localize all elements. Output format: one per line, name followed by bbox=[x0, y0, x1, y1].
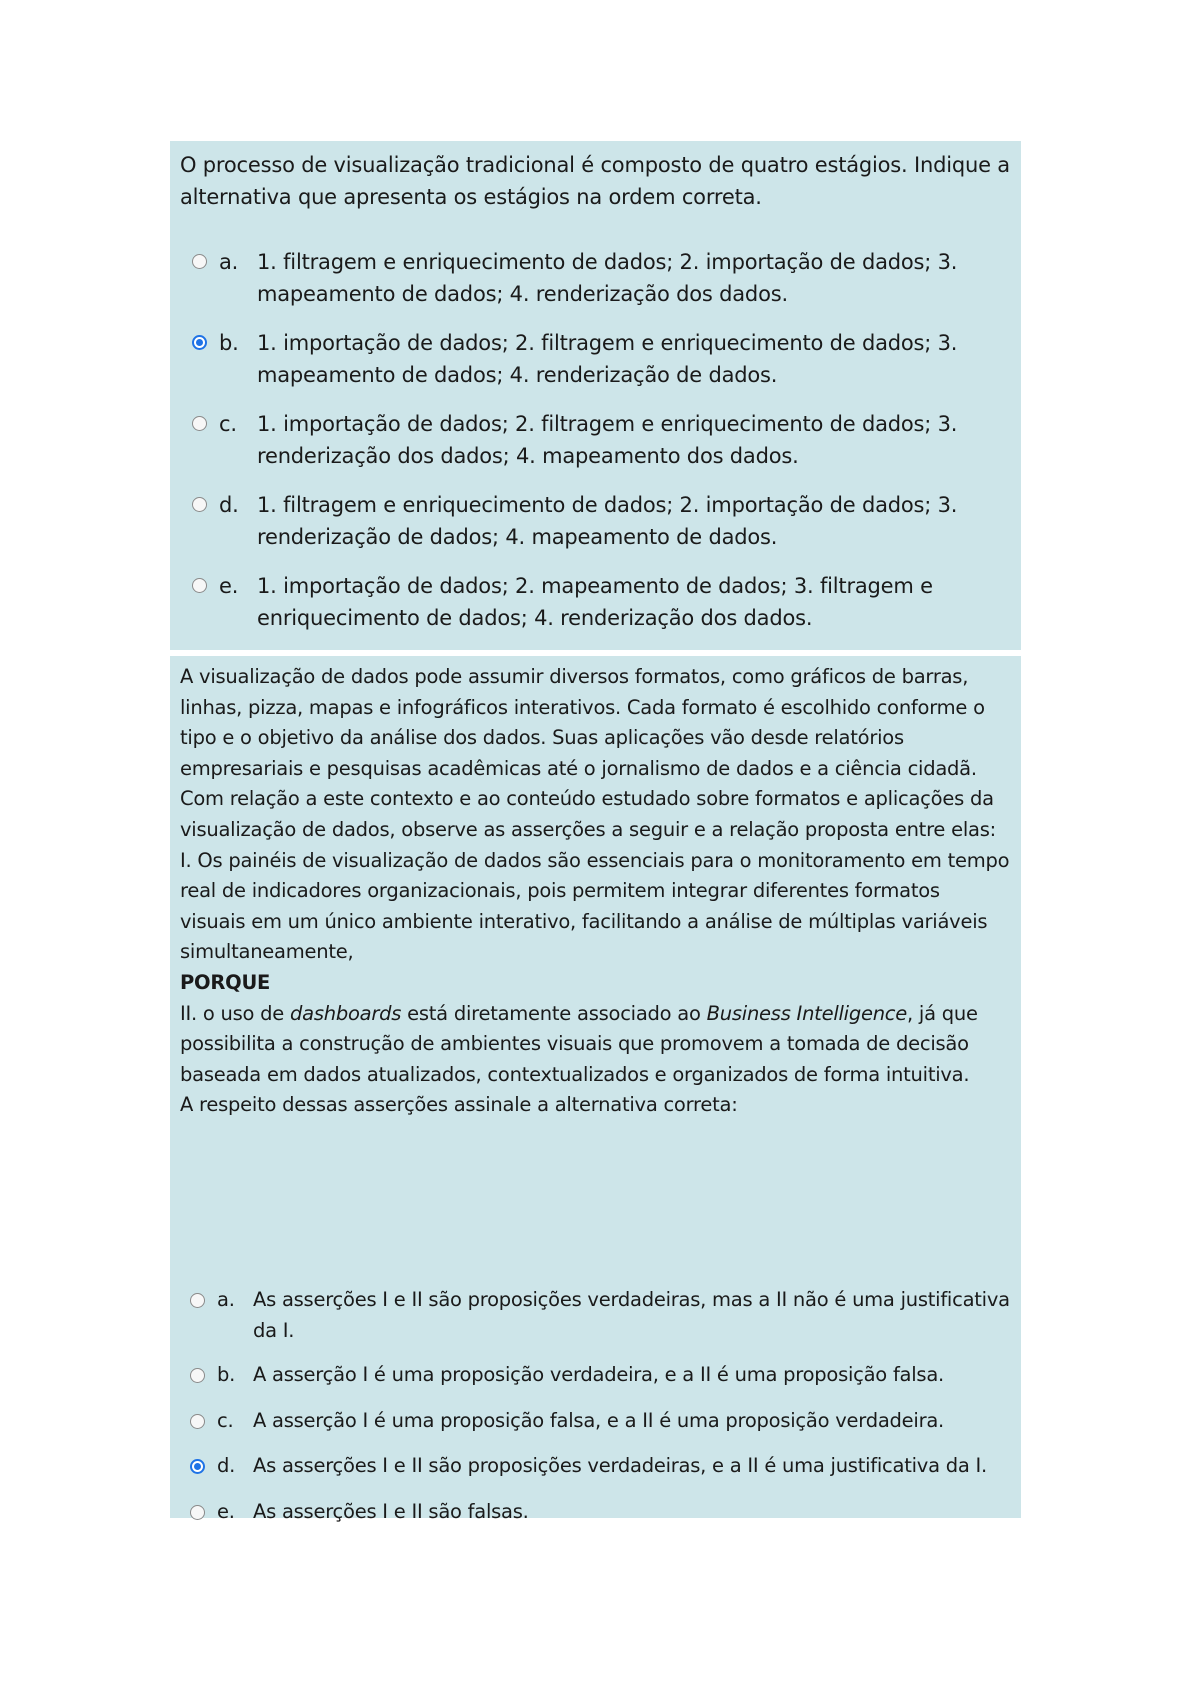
option-text: As asserções I e II são falsas. bbox=[253, 1499, 529, 1523]
radio-button[interactable] bbox=[190, 1414, 205, 1429]
radio-button[interactable] bbox=[190, 1293, 205, 1308]
radio-button[interactable] bbox=[190, 1505, 205, 1520]
option-text: A asserção I é uma proposição falsa, e a II é uma proposição verdadeira. bbox=[253, 1408, 944, 1432]
option-letter: c. bbox=[219, 412, 237, 436]
question-2-stem bbox=[180, 662, 1011, 1121]
option-letter: a. bbox=[219, 250, 239, 274]
spacer bbox=[180, 1121, 1011, 1285]
option-letter: d. bbox=[219, 493, 239, 517]
radio-button[interactable] bbox=[192, 254, 207, 269]
option-letter: e. bbox=[219, 574, 239, 598]
assertion-2-emphasis-2: Business Intelligence bbox=[706, 1001, 908, 1025]
question-2-card bbox=[170, 656, 1021, 1523]
option-text: As asserções I e II são proposições verdadeiras, mas a II não é uma justificativa da I. bbox=[253, 1287, 1010, 1342]
question-1-card bbox=[170, 141, 1021, 650]
radio-button-selected[interactable] bbox=[192, 335, 207, 350]
option-text: As asserções I e II são proposições verdadeiras, e a II é uma justificativa da I. bbox=[253, 1454, 987, 1478]
option-letter: b. bbox=[219, 331, 239, 355]
radio-button[interactable] bbox=[192, 578, 207, 593]
option-text: 1. importação de dados; 2. filtragem e enriquecimento de dados; 3. mapeamento de dados; 4. renderização de dados. bbox=[257, 331, 958, 387]
radio-button[interactable] bbox=[192, 497, 207, 512]
option-text: A asserção I é uma proposição verdadeira, e a II é uma proposição falsa. bbox=[253, 1363, 944, 1387]
assertion-1: I. Os painéis de visualização de dados são essenciais para o monitoramento em tempo real de indicadores organizacionais, pois permitem integrar diferentes formatos visuais em um único ambiente interativo, facilitando a análise de múltiplas variáveis simultaneamente, bbox=[180, 848, 1010, 964]
question-1-option-c[interactable] bbox=[180, 408, 1011, 472]
option-letter: e. bbox=[217, 1499, 235, 1523]
question-1-option-a[interactable] bbox=[180, 246, 1011, 310]
option-text: 1. filtragem e enriquecimento de dados; 2. importação de dados; 3. renderização de dados; 4. mapeamento de dados. bbox=[257, 493, 958, 549]
option-letter: d. bbox=[217, 1454, 236, 1478]
connector-porque: PORQUE bbox=[180, 970, 271, 994]
question-1-option-b[interactable] bbox=[180, 327, 1011, 391]
question-1-option-d[interactable] bbox=[180, 489, 1011, 553]
question-2-option-e[interactable] bbox=[180, 1497, 1011, 1528]
assertion-2-part-3: , já que possibilita a construção de ambientes visuais que promovem a tomada de decisão baseada em dados atualizados, contextualizados e organizados de forma intuitiva. bbox=[180, 1001, 978, 1086]
option-text: 1. importação de dados; 2. filtragem e enriquecimento de dados; 3. renderização dos dados; 4. mapeamento dos dados. bbox=[257, 412, 958, 468]
radio-button[interactable] bbox=[190, 1368, 205, 1383]
assertion-2-emphasis-1: dashboards bbox=[290, 1001, 402, 1025]
assertion-2 bbox=[180, 999, 1011, 1091]
question-2-option-d[interactable] bbox=[180, 1451, 1011, 1482]
question-2-option-b[interactable] bbox=[180, 1360, 1011, 1391]
option-letter: b. bbox=[217, 1363, 236, 1387]
option-text: 1. importação de dados; 2. mapeamento de dados; 3. filtragem e enriquecimento de dados; 4. renderização dos dados. bbox=[257, 574, 933, 630]
question-2-intro: A visualização de dados pode assumir diversos formatos, como gráficos de barras, linhas, pizza, mapas e infográficos interativos. Cada formato é escolhido conforme o tipo e o objetivo da análise dos dados. Suas aplicações vão desde relatórios empresariais e pesquisas acadêmicas até o jornalismo de dados e a ciência cidadã. Com relação a este contexto e ao conteúdo estudado sobre formatos e aplicações da visualização de dados, observe as asserções a seguir e a relação proposta entre elas: bbox=[180, 665, 996, 841]
question-1-prompt: O processo de visualização tradicional é composto de quatro estágios. Indique a alternativa que apresenta os estágios na ordem correta. bbox=[180, 153, 1010, 209]
option-letter: a. bbox=[217, 1287, 235, 1311]
question-2-instruction: A respeito dessas asserções assinale a alternativa correta: bbox=[180, 1093, 738, 1117]
question-2-option-c[interactable] bbox=[180, 1406, 1011, 1437]
assertion-2-part-1: II. o uso de bbox=[180, 1001, 290, 1025]
question-2-option-a[interactable] bbox=[180, 1285, 1011, 1346]
option-text: 1. filtragem e enriquecimento de dados; 2. importação de dados; 3. mapeamento de dados; 4. renderização dos dados. bbox=[257, 250, 958, 306]
assertion-2-part-2: está diretamente associado ao bbox=[401, 1001, 707, 1025]
radio-button-selected[interactable] bbox=[190, 1459, 205, 1474]
option-letter: c. bbox=[217, 1408, 234, 1432]
question-1-option-e[interactable] bbox=[180, 570, 1011, 634]
radio-button[interactable] bbox=[192, 416, 207, 431]
